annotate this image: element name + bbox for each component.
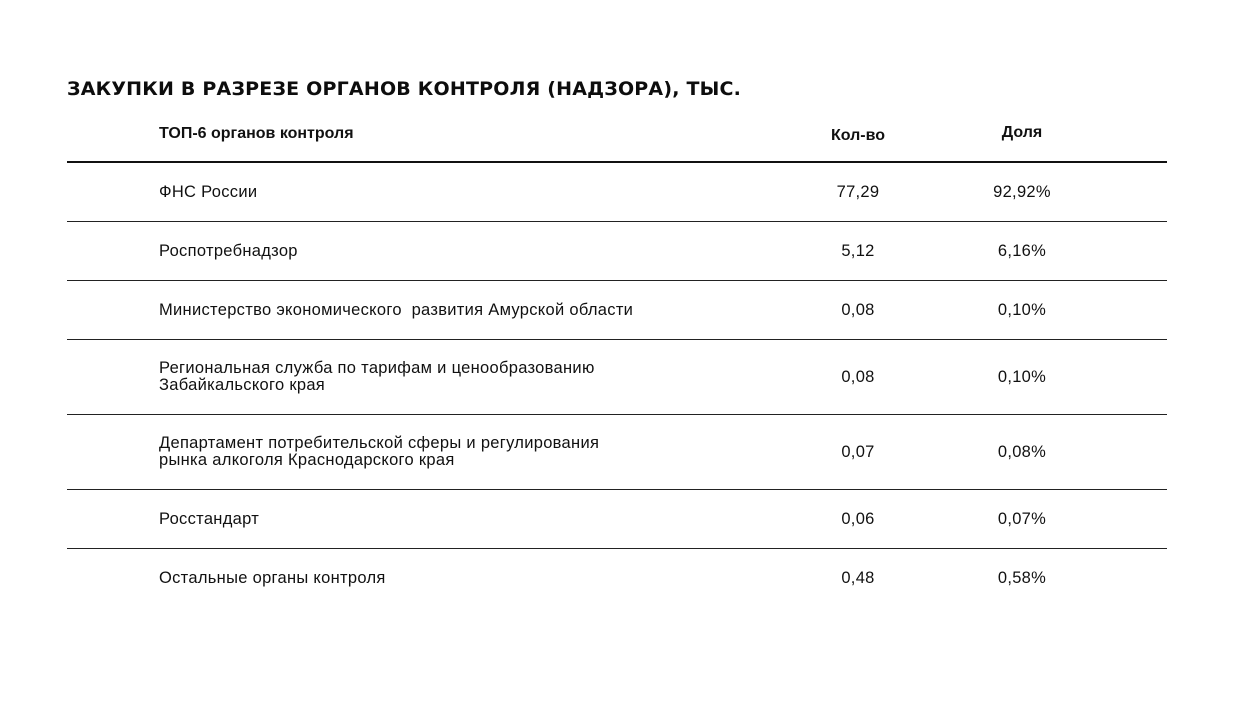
row-qty: 0,06: [841, 509, 875, 528]
row-name-line: Министерство экономического развития Амурской области: [159, 300, 634, 319]
table-row: [67, 163, 1167, 222]
row-share: 0,10%: [997, 300, 1047, 319]
row-name-line: рынка алкоголя Краснодарского края: [159, 451, 455, 469]
row-name: [159, 184, 719, 201]
row-name: [159, 302, 719, 319]
row-share: 0,10%: [997, 367, 1047, 386]
table-row: [67, 340, 1167, 415]
row-name-line: ФНС России: [159, 182, 258, 201]
header-qty: Кол-во: [830, 127, 886, 144]
row-name-line: Забайкальского края: [159, 376, 326, 394]
row-name: [159, 243, 719, 260]
row-qty: 0,08: [841, 367, 875, 386]
row-share: 0,07%: [997, 509, 1047, 528]
row-name: [159, 570, 719, 587]
row-name-line: Остальные органы контроля: [159, 568, 386, 587]
table-row: [67, 490, 1167, 549]
table-row: [67, 549, 1167, 607]
row-share: 0,58%: [997, 568, 1047, 587]
row-qty: 0,48: [841, 568, 875, 587]
row-name-line: Департамент потребительской сферы и регулирования: [159, 434, 600, 452]
row-qty: 0,07: [841, 442, 875, 461]
table-header-row: [67, 118, 1167, 163]
table-row: [67, 222, 1167, 281]
table-row: [67, 281, 1167, 340]
row-share: 6,16%: [997, 241, 1047, 260]
row-name: [159, 511, 719, 528]
header-name: ТОП-6 органов контроля: [159, 125, 354, 142]
header-share: Доля: [1001, 124, 1043, 141]
page-title: ЗАКУПКИ В РАЗРЕЗЕ ОРГАНОВ КОНТРОЛЯ (НАДЗОРА), ТЫС.: [67, 78, 742, 100]
row-qty: 5,12: [841, 241, 875, 260]
row-share: 0,08%: [997, 442, 1047, 461]
row-name-line: Роспотребнадзор: [159, 241, 298, 260]
row-name: [159, 360, 719, 394]
row-name: [159, 435, 719, 469]
row-name-line: Росстандарт: [159, 509, 260, 528]
row-share: 92,92%: [993, 182, 1051, 201]
control-bodies-table: [67, 118, 1167, 607]
row-name-line: Региональная служба по тарифам и ценообразованию: [159, 359, 595, 377]
row-qty: 77,29: [836, 182, 880, 201]
row-qty: 0,08: [841, 300, 875, 319]
table-row: [67, 415, 1167, 490]
